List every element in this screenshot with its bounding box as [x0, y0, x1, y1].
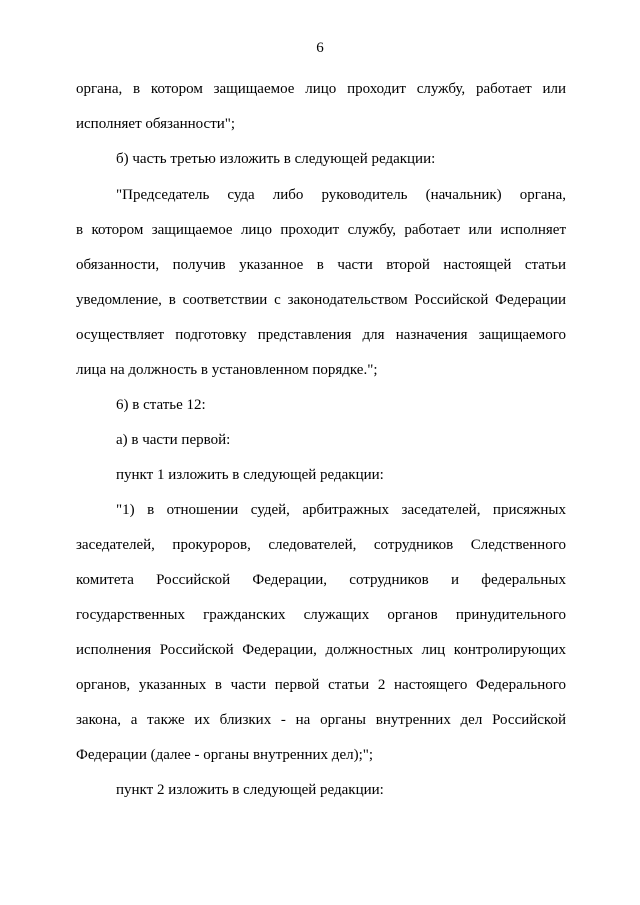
text-line: государственных гражданских служащих органов принудительного — [76, 607, 566, 623]
page-number: 6 — [316, 40, 324, 56]
text-line: заседателей, прокуроров, следователей, сотрудников Следственного — [76, 537, 566, 553]
text-line: 6) в статье 12: — [116, 397, 206, 413]
text-line: лица на должность в установленном порядке."; — [76, 362, 378, 378]
text-line: пункт 1 изложить в следующей редакции: — [116, 467, 384, 483]
text-line: органов, указанных в части первой статьи 2 настоящего Федерального — [76, 677, 566, 693]
text-line: в котором защищаемое лицо проходит службу, работает или исполняет — [76, 222, 566, 238]
text-line: органа, в котором защищаемое лицо проходит службу, работает или — [76, 81, 566, 97]
text-line: "1) в отношении судей, арбитражных заседателей, присяжных — [116, 502, 566, 518]
text-line: закона, а также их близких - на органы внутренних дел Российской — [76, 712, 566, 728]
text-line: исполнения Российской Федерации, должностных лиц контролирующих — [76, 642, 566, 658]
text-line: уведомление, в соответствии с законодательством Российской Федерации — [76, 292, 566, 308]
text-line: б) часть третью изложить в следующей редакции: — [116, 151, 436, 167]
text-line: "Председатель суда либо руководитель (начальник) органа, — [116, 187, 566, 203]
text-line: а) в части первой: — [116, 432, 231, 448]
text-line: обязанности, получив указанное в части второй настоящей статьи — [76, 257, 566, 273]
text-line: Федерации (далее - органы внутренних дел);"; — [76, 747, 374, 763]
text-line: осуществляет подготовку представления для назначения защищаемого — [76, 327, 566, 343]
text-line: комитета Российской Федерации, сотрудников и федеральных — [76, 572, 566, 588]
text-line: пункт 2 изложить в следующей редакции: — [116, 782, 384, 798]
text-line: исполняет обязанности"; — [76, 116, 236, 132]
